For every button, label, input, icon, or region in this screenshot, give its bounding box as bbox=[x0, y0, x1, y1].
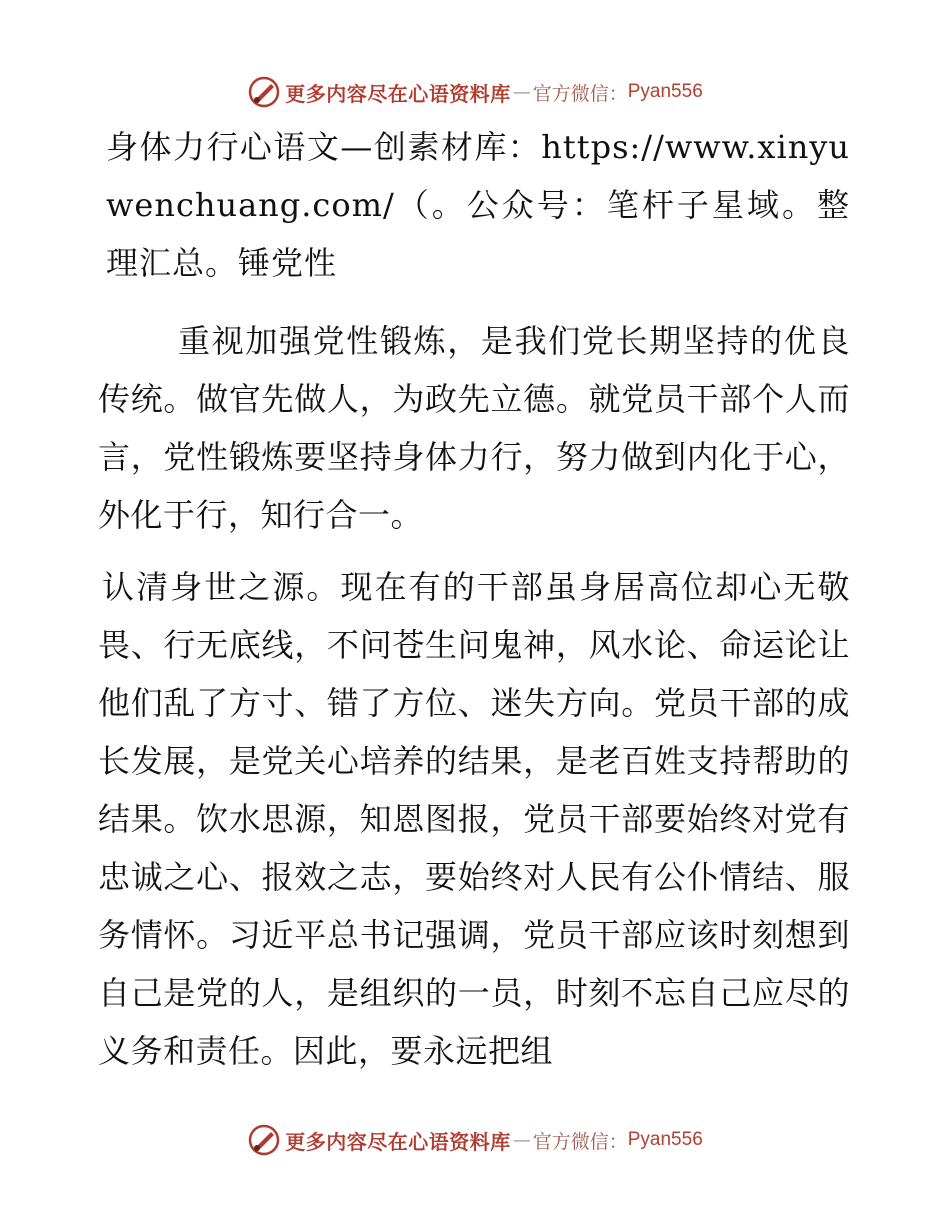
banner-main-text: 更多内容尽在心语资料库 bbox=[285, 81, 511, 106]
document-header-line: 身体力行心语文—创素材库：https://www.xinyuwenchuang.com/（。公众号：笔杆子星域。整理汇总。锤党性 bbox=[106, 128, 850, 282]
banner-wechat-handle: Pyan556 bbox=[627, 1129, 703, 1150]
banner-main-text: 更多内容尽在心语资料库 bbox=[285, 1129, 511, 1154]
banner-official-label: 官方微信： bbox=[532, 82, 628, 105]
brush-logo-icon bbox=[247, 1123, 281, 1157]
footer-banner bbox=[0, 1120, 950, 1160]
banner-dash: — bbox=[512, 81, 531, 103]
document-body bbox=[98, 118, 850, 1080]
brush-logo-icon bbox=[247, 75, 281, 109]
header-banner bbox=[0, 72, 950, 112]
paragraph-1: 重视加强党性锻炼，是我们党长期坚持的优良传统。做官先做人，为政先立德。就党员干部个人而言，党性锻炼要坚持身体力行，努力做到内化于心，外化于行，知行合一。 bbox=[98, 322, 850, 534]
paragraph-2: 认清身世之源。现在有的干部虽身居高位却心无敬畏、行无底线，不问苍生问鬼神，风水论、命运论让他们乱了方寸、错了方位、迷失方向。党员干部的成长发展，是党关心培养的结果，是老百姓支持帮助的结果。饮水思源，知恩图报，党员干部要始终对党有忠诚之心、报效之志，要始终对人民有公仆情结、服务情怀。习近平总书记强调，党员干部应该时刻想到自己是党的人，是组织的一员，时刻不忘自己应尽的义务和责任。因此，要永远把组 bbox=[98, 568, 850, 1070]
banner-wechat-handle: Pyan556 bbox=[627, 81, 703, 102]
banner-dash: — bbox=[512, 1129, 531, 1151]
banner-official-label: 官方微信： bbox=[532, 1130, 628, 1153]
